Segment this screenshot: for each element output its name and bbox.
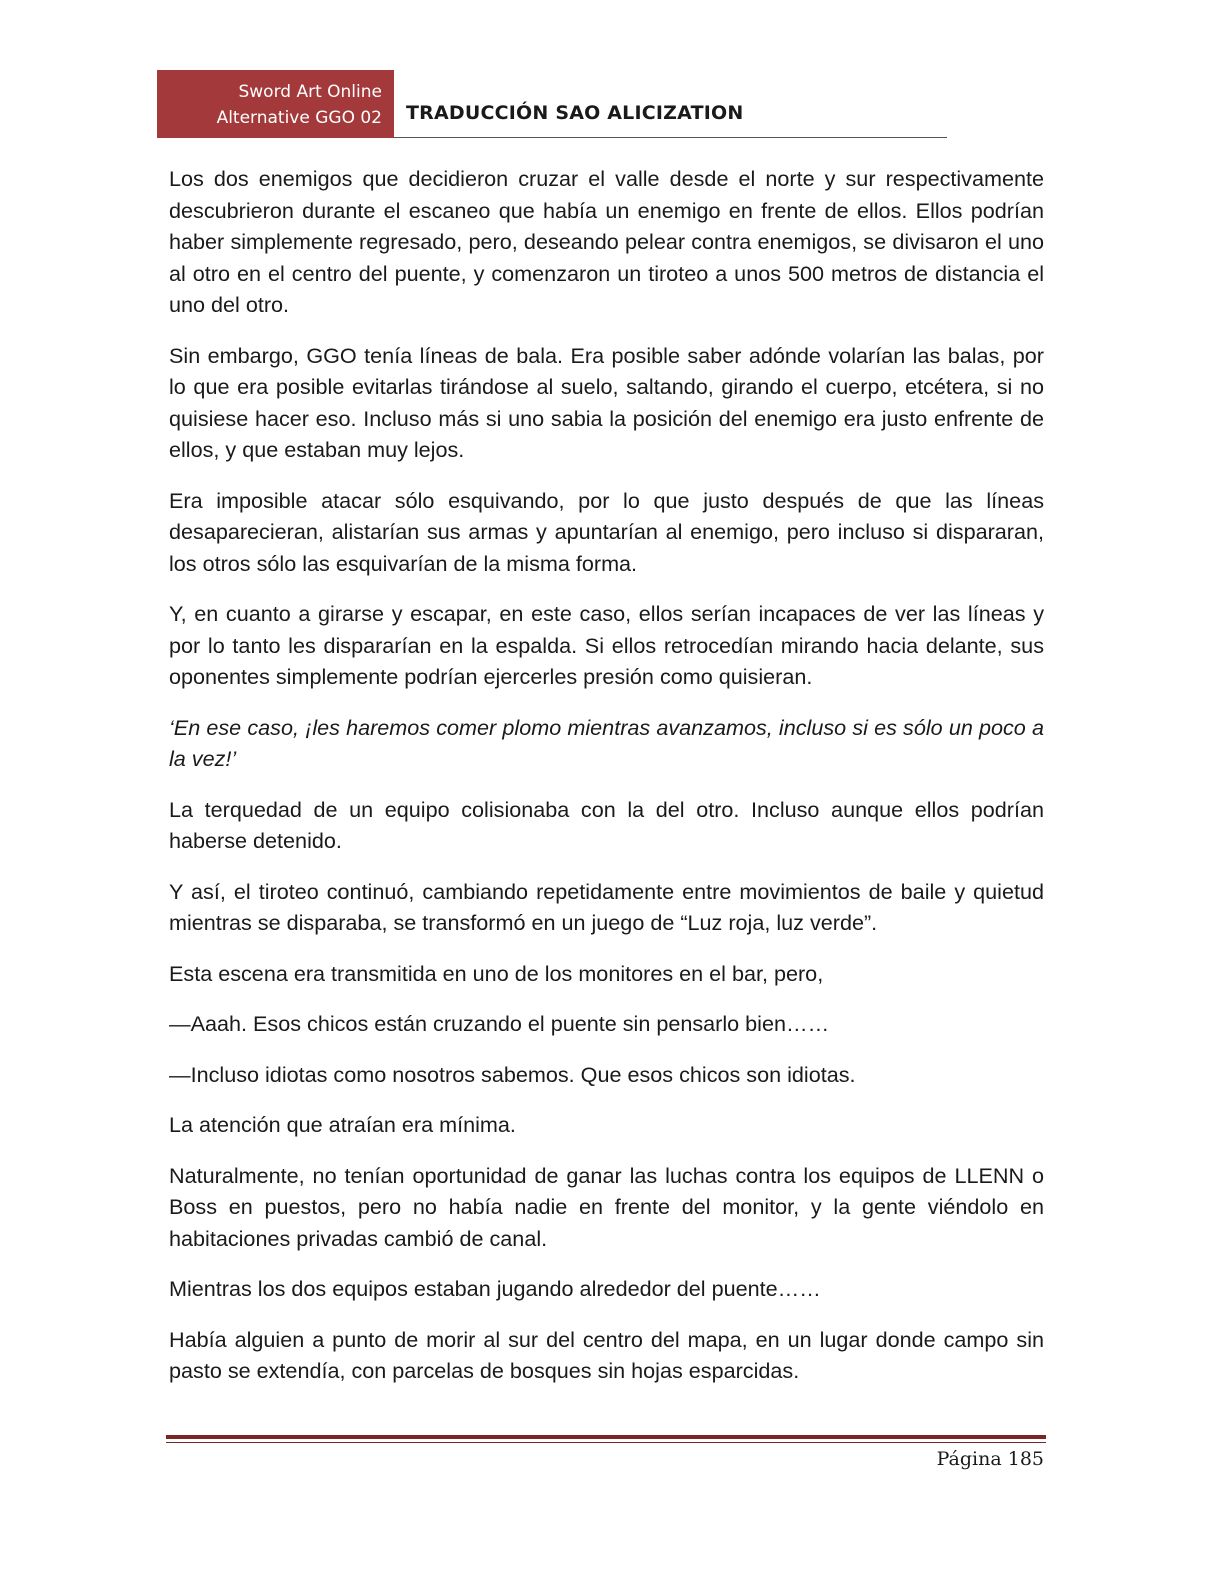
paragraph: La terquedad de un equipo colisionaba con la del otro. Incluso aunque ellos podrían haberse detenido. — [169, 796, 1044, 853]
paragraph: Había alguien a punto de morir al sur del centro del mapa, en un lugar donde campo sin pasto se extendía, con parcelas de bosques sin hojas esparcidas. — [169, 1326, 1044, 1383]
paragraph: Era imposible atacar sólo esquivando, por lo que justo después de que las líneas desaparecieran, alistarían sus armas y apuntarían al enemigo, pero incluso si dispararan, los otros sólo las esquivarían de la misma forma. — [169, 487, 1044, 576]
page-number: Página 185 — [936, 1448, 1044, 1470]
paragraph: Y, en cuanto a girarse y escapar, en este caso, ellos serían incapaces de ver las líneas y por lo tanto les dispararían en la espalda. Si ellos retrocedían mirando hacia delante, sus oponentes simplemente podrían ejercerles presión como quisieran. — [169, 601, 1044, 689]
page-body — [169, 163, 1044, 1406]
paragraph: La atención que atraían era mínima. — [169, 1112, 516, 1137]
footer-divider-thick — [166, 1435, 1046, 1439]
paragraph: Los dos enemigos que decidieron cruzar el valle desde el norte y sur respectivamente descubrieron durante el escaneo que había un enemigo en frente de ellos. Ellos podrían haber simplemente regresado, pero, deseando pelear contra enemigos, se divisaron el uno al otro en el centro del puente, y comenzaron un tiroteo a unos 500 metros de distancia el uno del otro. — [169, 166, 1044, 317]
paragraph: Esta escena era transmitida en uno de los monitores en el bar, pero, — [169, 960, 824, 986]
paragraph: Mientras los dos equipos estaban jugando alrededor del puente…… — [169, 1276, 821, 1301]
paragraph: Sin embargo, GGO tenía líneas de bala. Era posible saber adónde volarían las balas, por lo que era posible evitarlas tirándose al suelo, saltando, girando el cuerpo, etcétera, si no quisiese hacer eso. Incluso más si uno sabia la posición del enemigo era justo enfrente de ellos, y que estaban muy lejos. — [169, 342, 1044, 462]
series-title-line2: Alternative GGO 02 — [216, 108, 382, 128]
series-title-line1: Sword Art Online — [238, 82, 382, 102]
paragraph: Naturalmente, no tenían oportunidad de ganar las luchas contra los equipos de LLENN o Boss en puestos, pero no había nadie en frente del monitor, y la gente viéndolo en habitaciones privadas cambió de canal. — [169, 1162, 1044, 1251]
series-title-box — [157, 70, 394, 138]
footer-divider-thin — [166, 1442, 1046, 1443]
header-divider — [394, 137, 947, 138]
document-title: TRADUCCIÓN SAO ALICIZATION — [406, 102, 744, 124]
paragraph: Y así, el tiroteo continuó, cambiando repetidamente entre movimientos de baile y quietud mientras se disparaba, se transformó en un juego de “Luz roja, luz verde”. — [169, 878, 1044, 935]
italic-thought-paragraph: ‘En ese caso, ¡les haremos comer plomo mientras avanzamos, incluso si es sólo un poco a la vez!’ — [169, 714, 1044, 771]
dialogue-line: —Incluso idiotas como nosotros sabemos. Que esos chicos son idiotas. — [169, 1061, 856, 1087]
dialogue-line: —Aaah. Esos chicos están cruzando el puente sin pensarlo bien…… — [169, 1011, 830, 1036]
